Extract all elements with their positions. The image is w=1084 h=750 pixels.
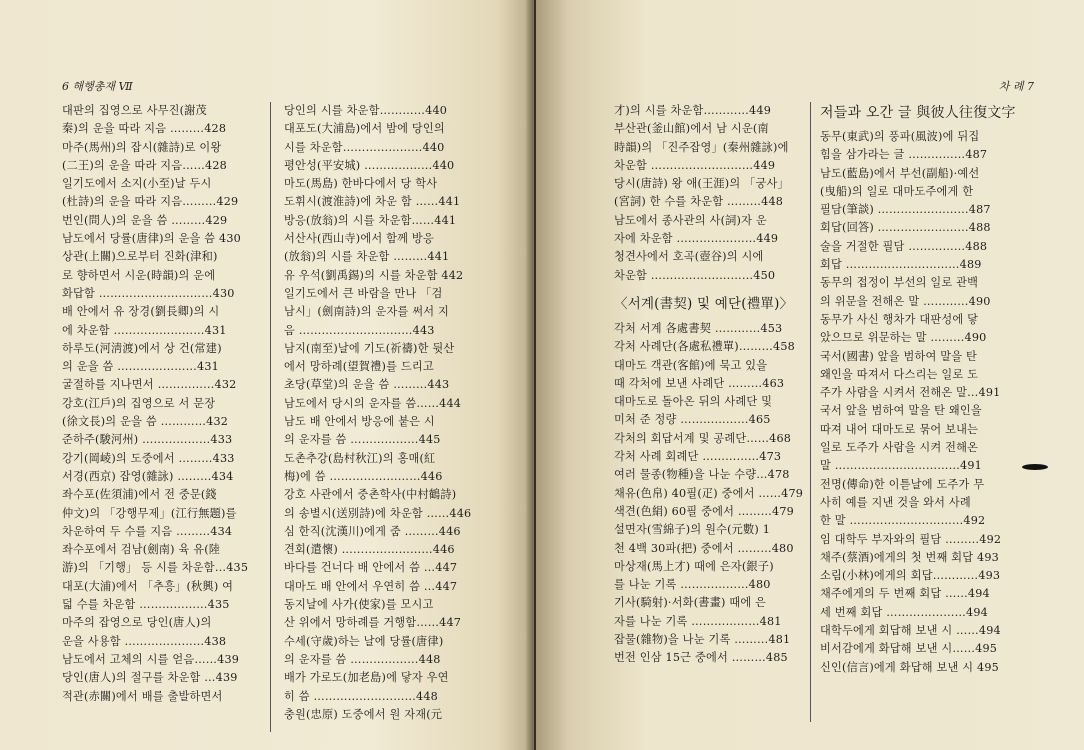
toc-entry-line: (放翁)의 시를 차운함 ………441 [284,250,450,264]
toc-entry-line: 번인(問人)의 운을 씀 ………429 [62,213,228,227]
toc-entry-line: 각처 사례 회례단 ……………473 [614,450,782,464]
toc-entry-line: 강호 사관에서 중촌학사(中村鶴詩) [284,488,457,502]
toc-entry-line: 사히 예를 지낸 것을 와서 사례 [820,495,971,509]
toc-entry-line: 수세(守歲)하는 날에 당률(唐律) [284,634,444,648]
toc-entry-line: 말 ……………………………491 [820,459,982,473]
toc-entry-line: 채주에게의 두 번째 회답 ……494 [820,587,990,601]
right-toc-column-1 [614,102,814,668]
toc-entry-line: 일로 도주가 사람을 시켜 전해온 [820,441,979,455]
toc-entry-line: 의 송별시(送別詩)에 차운함 ……446 [284,506,472,520]
toc-entry-line: 대마도 배 안에서 우연히 씀 …447 [284,579,458,593]
toc-entry-line: 초당(草堂)의 운을 씀 ………443 [284,378,450,392]
toc-entry-line: 의 운자를 씀 ………………445 [284,433,441,447]
toc-entry-line: 좌수포에서 검남(劍南) 육 유(陸 [62,543,221,557]
toc-entry-line: 대마도로 돌아온 뒤의 사례단 및 [614,395,773,409]
toc-entry-line: 마주의 잡영으로 당인(唐人)의 [62,616,212,630]
toc-entry-line: (二王)의 운을 따라 지음……428 [62,158,227,172]
toc-entry-line: 배가 가로도(加老島)에 닿자 우연 [284,671,449,685]
toc-entry-line: 동무가 사신 행차가 대판성에 닿 [820,312,979,326]
toc-entry-line: 소림(小林)에게의 회답…………493 [820,569,1001,583]
toc-entry-line: 동지날에 사가(使家)를 모시고 [284,598,434,612]
section-heading-exchanged-writings: 저들과 오간 글 與彼人往復文字 [820,105,1016,121]
toc-entry-line: 에서 망하례(望賀禮)를 드리고 [284,360,434,374]
toc-entry-line: 천 4백 30파(把) 중에서 ………480 [614,541,794,555]
toc-entry-line: 술을 거절한 필담 ……………488 [820,239,988,253]
toc-entry-line: 충원(忠原) 도중에서 원 자재(元 [284,707,443,721]
toc-entry-line: (徐文長)의 운을 씀 …………432 [62,415,229,429]
toc-entry-line: 에 차운함 ……………………431 [62,323,227,337]
toc-entry-line: (杜詩)의 운을 따라 지음………429 [62,195,239,209]
right-toc-column-2 [820,102,1016,677]
right-page-header: 차 례 7 [998,80,1034,93]
toc-entry-line: 미처 준 정량 ………………465 [614,413,771,427]
toc-entry-line: 자에 차운함 …………………449 [614,232,779,246]
toc-entry-line: 각처 사례단(各處私禮單)………458 [614,340,795,354]
toc-entry-line: 음 …………………………443 [284,323,435,337]
toc-entry-line: 강기(岡崚)의 도중에서 ………433 [62,451,235,465]
toc-entry-line: 적관(赤關)에서 배를 출발하면서 [62,689,223,703]
toc-entry-line: 도휘시(渡淮詩)에 차운 함 ……441 [284,195,461,209]
section-heading-letters-gifts: 〈서계(書契) 및 예단(禮單)〉 [614,295,794,312]
toc-entry-line: 하루도(河淸渡)에서 상 건(常建) [62,341,222,355]
toc-entry-line: 견회(遣懷) ……………………446 [284,543,455,557]
toc-entry-line: 왜인을 따져서 다스리는 일로 도 [820,367,979,381]
toc-entry-line: 각처의 회답서계 및 공례단……468 [614,431,792,445]
toc-entry-line: 時韻)의 「진주잡영」(秦州雜詠)에 [614,140,789,154]
toc-entry-line: 마상재(馬上才) 때에 은자(銀子) [614,559,774,573]
toc-entry-line: 배 안에서 유 장경(劉長卿)의 시 [62,305,220,319]
toc-entry-line: 힘을 삼가라는 글 ……………487 [820,148,988,162]
toc-entry-line: 주가 사람을 시켜서 전해온 말…491 [820,386,1001,400]
toc-entry-line: 신인(信言)에게 화답해 보낸 시 495 [820,660,999,674]
toc-entry-line: 심 한직(沈漢川)에게 줌 ………446 [284,524,461,538]
toc-entry-line: 히 씀 ………………………448 [284,689,438,703]
toc-entry-line: 남도(藍島)에서 부선(副船)·예선 [820,166,980,180]
toc-entry-line: 의 운자를 씀 ………………448 [284,652,441,666]
toc-entry-line: 따져 내어 대마도로 묶어 보내는 [820,422,979,436]
toc-entry-line: 시를 차운함…………………440 [284,140,445,154]
toc-entry-line: 방응(放翁)의 시를 차운함……441 [284,213,457,227]
toc-entry-line: 잡물(雜物)을 나눈 기록 ………481 [614,633,791,647]
toc-entry-line: 游)의 「기행」 등 시를 차운함…435 [62,561,249,575]
toc-entry-line: 의 위문을 전해온 말 …………490 [820,294,991,308]
toc-entry-line: 차운함 ………………………450 [614,268,776,282]
toc-entry-line: 동무(東武)의 풍파(風波)에 뒤집 [820,130,980,143]
toc-entry-line: 才)의 시를 차운함…………449 [614,104,772,117]
toc-entry-line: 동무의 접정이 부선의 일로 관백 [820,276,979,290]
toc-entry-line: 설면자(雪綿子)의 원수(元數) 1 [614,523,771,537]
toc-entry-line: 국서 앞을 범하여 말을 탄 왜인을 [820,404,982,418]
ink-blot [1022,464,1048,470]
right-column-divider [810,102,811,722]
left-toc-column-2 [284,102,484,724]
toc-entry-line: 운을 사용함 …………………438 [62,634,227,648]
toc-entry-line: 상관(上關)으로부터 진화(津和) [62,250,218,264]
toc-entry-line: 남도에서 종사관의 사(詞)자 운 [614,213,767,227]
toc-entry-line: 당인의 시를 차운함…………440 [284,104,448,117]
toc-entry-line: 산 위에서 망하례를 거행함……447 [284,616,462,630]
toc-entry-line: 당인(唐人)의 절구를 차운함 …439 [62,671,238,685]
toc-entry-line: 마도(馬島) 한바다에서 당 학사 [284,177,438,191]
toc-entry-line: 대포도(大浦島)에서 밤에 당인의 [284,122,445,136]
toc-entry-line: 채유(色帛) 40필(疋) 중에서 ……479 [614,486,804,500]
toc-entry-line: 전명(傳命)한 이튿날에 도주가 무 [820,477,985,491]
toc-entry-line: 바다를 건너다 배 안에서 씀 …447 [284,561,458,575]
toc-entry-line: 秦)의 운을 따라 지음 ………428 [62,122,227,136]
toc-entry-line: 덟 수를 차운함 ………………435 [62,598,230,612]
toc-entry-line: 한 말 …………………………492 [820,514,986,528]
toc-entry-line: 남도에서 당률(唐律)의 운을 씀 430 [62,232,241,246]
toc-entry-line: 번전 인삼 15근 중에서 ………485 [614,651,788,665]
toc-entry-line: 차운함 ………………………449 [614,158,776,172]
toc-entry-line: 대포(大浦)에서 「추흥」(秋興) 여 [62,579,234,593]
toc-entry-line: 비서감에게 화답해 보낸 시……495 [820,642,998,656]
toc-entry-line: 화답함 …………………………430 [62,286,235,300]
toc-entry-line: 도촌추강(島村秋江)의 홍매(紅 [284,451,436,465]
toc-entry-line: 남도에서 당시의 운자를 씀……444 [284,396,462,410]
toc-entry-line: 자를 나눈 기록 ………………481 [614,614,782,628]
toc-entry-line: 서경(西京) 잡영(雜詠) ………434 [62,469,234,483]
toc-entry-line: 필담(筆談) ……………………487 [820,203,991,217]
toc-entry-line: 때 각처에 보낸 사례단 ………463 [614,376,785,390]
toc-entry-line: 회답 …………………………489 [820,258,982,272]
toc-entry-line: 남지(南至)날에 기도(祈禱)한 뒷산 [284,341,455,355]
toc-entry-line: 차운하여 두 수를 지음 ………434 [62,524,233,538]
toc-entry-line: 부산관(釜山館)에서 남 시운(南 [614,122,769,136]
toc-entry-line: 평안성(平安城) ………………440 [284,158,455,172]
toc-entry-line: 일기도에서 소지(小至)날 두시 [62,177,212,191]
toc-entry-line: 대학두에게 회답해 보낸 시 ……494 [820,624,1001,638]
toc-entry-line: 대판의 집영으로 사무진(謝茂 [62,104,207,117]
toc-entry-line: 남도에서 고체의 시를 얻음……439 [62,652,240,666]
left-column-divider [270,102,271,732]
left-page-header: 6 해행총재 Ⅶ [62,80,133,93]
toc-entry-line: 유 우석(劉禹錫)의 시를 차운함 442 [284,268,464,282]
left-toc-column-1 [62,102,262,706]
toc-entry-line: 기사(騎射)·서화(書畫) 때에 은 [614,596,767,610]
left-page [0,0,534,750]
toc-entry-line: 회답(回答) ……………………488 [820,221,991,235]
toc-entry-line: 남시」(劍南詩)의 운자를 써서 지 [284,305,450,319]
toc-entry-line: 대마도 객관(客館)에 묵고 있을 [614,358,768,372]
toc-entry-line: 청견사에서 호곡(壺谷)의 시에 [614,250,764,264]
toc-entry-line: 았으므로 위문하는 말 ………490 [820,331,987,345]
toc-entry-line: (曳船)의 일로 대마도주에게 한 [820,184,974,198]
toc-entry-line: 로 향하면서 시운(時韻)의 운에 [62,268,216,282]
toc-entry-line: 좌수포(佐須浦)에서 전 중문(錢 [62,488,217,502]
toc-entry-line: 梅)에 씀 ……………………446 [284,469,443,483]
toc-entry-line: (宮詞) 한 수를 차운함 ………448 [614,195,784,209]
toc-entry-line: 굴절하를 지나면서 ……………432 [62,378,237,392]
toc-entry-line: 각처 서계 各處書契 …………453 [614,321,783,335]
toc-entry-line: 국서(國書) 앞을 범하여 말을 탄 [820,349,978,363]
toc-entry-line: 세 번째 회답 …………………494 [820,605,988,619]
toc-entry-line: 仲文)의 「강행무제」(江行無題)를 [62,506,237,520]
toc-entry-line: 일기도에서 큰 바람을 만나 「검 [284,286,443,300]
toc-entry-line: 남도 배 안에서 방응에 붙은 시 [284,415,435,429]
toc-entry-line: 임 대학두 부자와의 필담 ………492 [820,532,1002,546]
toc-entry-line: 당시(唐詩) 왕 애(王涯)의 「궁사」 [614,177,789,191]
toc-entry-line: 강호(江戶)의 집영으로 서 문장 [62,396,216,410]
toc-entry-line: 채주(蔡酒)에게의 첫 번째 회답 493 [820,550,999,564]
toc-entry-line: 의 운을 씀 …………………431 [62,360,219,374]
right-page [536,0,1084,750]
toc-entry-line: 색견(色絹) 60필 중에서 ………479 [614,504,794,518]
toc-entry-line: 서산사(西山寺)에서 함께 방응 [284,232,434,246]
toc-entry-line: 마주(馬州)의 잡시(雜詩)로 이왕 [62,140,222,154]
toc-entry-line: 여러 물종(物種)을 나눈 수량…478 [614,468,790,482]
toc-entry-line: 를 나눈 기록 ………………480 [614,578,771,592]
toc-entry-line: 준하주(駿河州) ………………433 [62,433,233,447]
